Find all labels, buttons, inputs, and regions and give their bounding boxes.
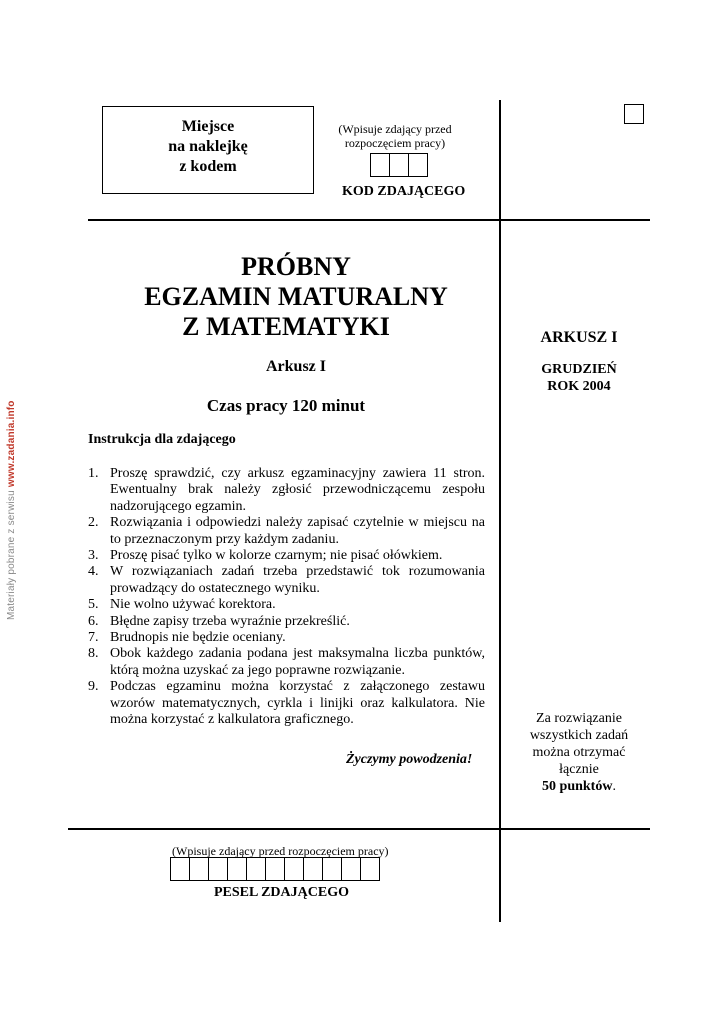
instruction-item (88, 597, 485, 613)
pesel-cell[interactable] (303, 857, 323, 881)
points-line-4: łącznie (559, 762, 599, 777)
pesel-cell[interactable] (341, 857, 361, 881)
side-date (504, 361, 654, 395)
instruction-number: 1. (88, 466, 99, 481)
instruction-text: W rozwiązaniach zadań trzeba przedstawić tok rozumowania prowadzący do ostatecznego wyniku. (110, 564, 485, 596)
code-note-line-1: (Wpisuje zdający przed (338, 122, 452, 136)
instructions-list (88, 466, 485, 729)
instruction-text: Podczas egzaminu można korzystać z załączonego zestawu wzorów matematycznych, cyrkla i linijki oraz kalkulatora. Nie można korzystać z kalkulatora graficznego. (110, 679, 485, 728)
instruction-item (88, 646, 485, 679)
pesel-cell[interactable] (284, 857, 304, 881)
sticker-placeholder-box (102, 106, 314, 194)
instruction-text: Nie wolno używać korektora. (110, 597, 276, 613)
pesel-cell[interactable] (246, 857, 266, 881)
instructions-heading: Instrukcja dla zdającego (88, 432, 236, 447)
points-line-2: wszystkich zadań (529, 728, 629, 743)
sticker-line-1: Miejsce (181, 118, 235, 135)
pesel-cell[interactable] (360, 857, 380, 881)
instruction-number: 7. (88, 630, 99, 646)
instruction-number: 3. (88, 548, 99, 564)
instruction-number: 8. (88, 646, 99, 662)
pesel-cell[interactable] (170, 857, 190, 881)
points-total-value: 50 punktów (542, 779, 613, 794)
time-label: Czas pracy 120 minut (206, 396, 366, 415)
watermark-brand[interactable]: www.zadania.info (6, 400, 17, 488)
instruction-text: Błędne zapisy trzeba wyraźnie przekreślić. (110, 613, 350, 629)
top-divider-line (88, 219, 650, 221)
code-label: KOD ZDAJĄCEGO (342, 184, 466, 199)
pesel-label: PESEL ZDAJĄCEGO (214, 885, 349, 900)
title-line-3: Z MATEMATYKI (182, 312, 390, 341)
pesel-cell[interactable] (208, 857, 228, 881)
sheet-label: Arkusz I (265, 358, 326, 375)
instruction-text: Brudnopis nie będzie oceniany. (110, 630, 286, 646)
points-line-3: można otrzymać (532, 745, 626, 760)
instruction-text: Obok każdego zadania podana jest maksymalna liczba punktów, którą można uzyskać za jego poprawne rozwiązanie. (110, 646, 485, 678)
points-info (504, 710, 654, 795)
instruction-item (88, 564, 485, 597)
pesel-entry-cells[interactable] (170, 857, 380, 881)
instruction-item (88, 515, 485, 548)
instruction-item (88, 630, 485, 646)
instruction-number: 6. (88, 613, 99, 629)
code-cell[interactable] (408, 153, 428, 177)
pesel-cell[interactable] (322, 857, 342, 881)
source-watermark (6, 400, 17, 620)
instruction-text: Proszę pisać tylko w kolorze czarnym; nie pisać ołówkiem. (110, 548, 443, 564)
good-luck-text: Życzymy powodzenia! (346, 752, 473, 767)
corner-checkbox[interactable] (624, 104, 644, 124)
instruction-number: 5. (88, 597, 99, 613)
page-title (96, 252, 496, 342)
pesel-cell[interactable] (227, 857, 247, 881)
code-cell[interactable] (370, 153, 390, 177)
points-total-end: . (612, 779, 616, 794)
pesel-cell[interactable] (265, 857, 285, 881)
watermark-prefix: Materiały pobrane z serwisu (6, 487, 17, 620)
code-note-line-2: rozpoczęciem pracy) (344, 136, 446, 150)
instruction-number: 2. (88, 515, 99, 531)
instruction-item (88, 614, 485, 630)
sticker-line-3: z kodem (179, 158, 237, 175)
instruction-number: 4. (88, 564, 99, 580)
points-total (504, 778, 654, 795)
code-cell[interactable] (389, 153, 409, 177)
code-note (330, 122, 460, 150)
instruction-item (88, 679, 485, 728)
side-month: GRUDZIEŃ (541, 362, 617, 377)
pesel-note: (Wpisuje zdający przed rozpoczęciem pracy) (172, 844, 389, 858)
instruction-number: 9. (88, 679, 99, 695)
sticker-line-2: na naklejkę (168, 138, 248, 155)
side-sheet-label: ARKUSZ I (540, 329, 618, 346)
side-year: ROK 2004 (547, 379, 611, 394)
title-line-2: EGZAMIN MATURALNY (144, 282, 448, 311)
instruction-item (88, 466, 485, 515)
vertical-divider (499, 100, 501, 922)
instruction-text: Rozwiązania i odpowiedzi należy zapisać czytelnie w miejscu na to przeznaczonym przy każdym zadaniu. (110, 515, 485, 547)
title-line-1: PRÓBNY (241, 252, 351, 281)
points-line-1: Za rozwiązanie (536, 711, 622, 726)
instruction-text: Proszę sprawdzić, czy arkusz egzaminacyjny zawiera 11 stron. Ewentualny brak należy zgłosić przewodniczącemu zespołu nadzorującego egzamin. (110, 466, 485, 514)
code-entry-cells[interactable] (370, 153, 428, 177)
instruction-item (88, 548, 485, 564)
pesel-cell[interactable] (189, 857, 209, 881)
bottom-divider-line (68, 828, 650, 830)
